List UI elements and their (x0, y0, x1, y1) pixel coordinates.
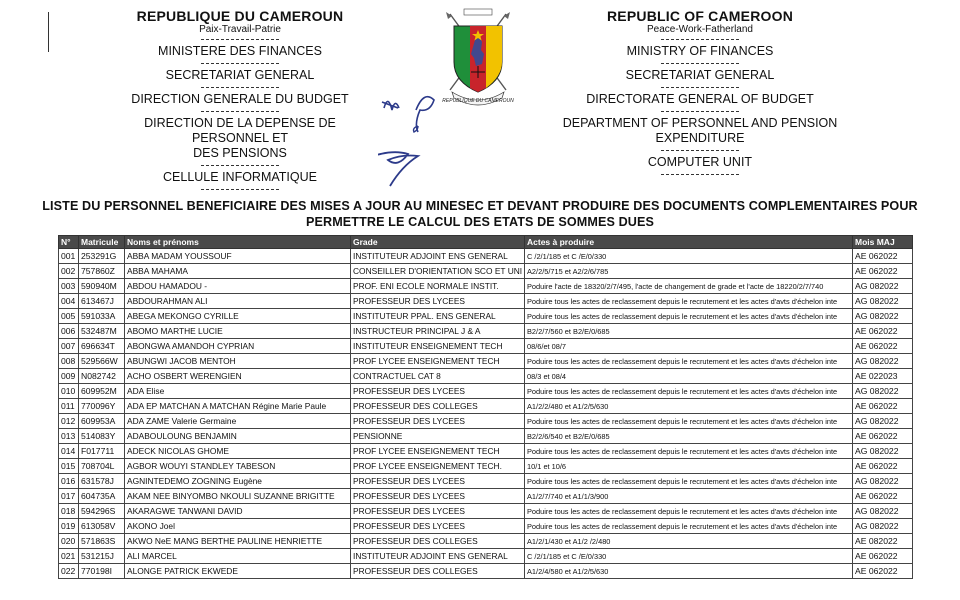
update-month-cell: AE 062022 (853, 249, 913, 264)
update-month-cell: AG 082022 (853, 279, 913, 294)
column-header-name: Noms et prénoms (125, 236, 351, 249)
column-header-number: N° (59, 236, 79, 249)
direction-budget-fr: DIRECTION GENERALE DU BUDGET (131, 92, 349, 106)
title-line-2: PERMETTRE LE CALCUL DES ETATS DE SOMMES DUES (306, 215, 654, 229)
grade-cell: PROF LYCEE ENSEIGNEMENT TECH (351, 354, 525, 369)
acts-to-produce-cell: Poduire tous les actes de reclassement depuis le recrutement et les actes d'avts d'échelon inte (525, 414, 853, 429)
table-row (59, 489, 913, 504)
grade-cell: PROFESSEUR DES LYCEES (351, 504, 525, 519)
grade-cell: PROFESSEUR DES LYCEES (351, 519, 525, 534)
row-number-cell: 004 (59, 294, 79, 309)
acts-to-produce-cell: Poduire tous les actes de reclassement depuis le recrutement et les actes d'avts d'échelon inte (525, 384, 853, 399)
update-month-cell: AG 082022 (853, 444, 913, 459)
beneficiary-table (58, 235, 913, 579)
matricule-cell: 531215J (79, 549, 125, 564)
table-row (59, 549, 913, 564)
table-header-row (59, 236, 913, 249)
column-header-matricule: Matricule (79, 236, 125, 249)
acts-to-produce-cell: Poduire tous les actes de reclassement depuis le recrutement et les actes d'avts d'échelon inte (525, 354, 853, 369)
update-month-cell: AE 062022 (853, 264, 913, 279)
column-header-month: Mois MAJ (853, 236, 913, 249)
grade-cell: PROFESSEUR DES LYCEES (351, 384, 525, 399)
full-name-cell: ABUNGWI JACOB MENTOH (125, 354, 351, 369)
row-number-cell: 014 (59, 444, 79, 459)
row-number-cell: 002 (59, 264, 79, 279)
divider (661, 63, 739, 64)
header-right (550, 8, 850, 179)
title-line-1: LISTE DU PERSONNEL BENEFICIAIRE DES MISES A JOUR AU MINESEC ET DEVANT PRODUIRE DES DOCUMENTS COMPLEMENTAIRES POUR (42, 199, 918, 213)
matricule-cell: 613467J (79, 294, 125, 309)
acts-to-produce-cell: A1/2/1/430 et A1/2 /2/480 (525, 534, 853, 549)
table-row (59, 354, 913, 369)
acts-to-produce-cell: Poduire tous les actes de reclassement depuis le recrutement et les actes d'avts d'échelon inte (525, 519, 853, 534)
update-month-cell: AG 082022 (853, 414, 913, 429)
table-row (59, 459, 913, 474)
divider (201, 165, 279, 166)
full-name-cell: AKARAGWE TANWANI DAVID (125, 504, 351, 519)
motto-fr: Paix-Travail-Patrie (199, 24, 281, 35)
grade-cell: INSTITUTEUR ADJOINT ENS GENERAL (351, 549, 525, 564)
matricule-cell: 594296S (79, 504, 125, 519)
table-row (59, 249, 913, 264)
table-row (59, 369, 913, 384)
table-row (59, 534, 913, 549)
update-month-cell: AG 082022 (853, 504, 913, 519)
table-row (59, 324, 913, 339)
matricule-cell: 696634T (79, 339, 125, 354)
matricule-cell: 253291G (79, 249, 125, 264)
grade-cell: PROFESSEUR DES LYCEES (351, 414, 525, 429)
column-header-acts: Actes à produire (525, 236, 853, 249)
divider (201, 39, 279, 40)
full-name-cell: ABDOU HAMADOU - (125, 279, 351, 294)
matricule-cell: 613058V (79, 519, 125, 534)
divider (661, 150, 739, 151)
table-row (59, 414, 913, 429)
ministry-fr: MINISTERE DES FINANCES (158, 44, 322, 58)
motto-en: Peace-Work-Fatherland (647, 24, 753, 35)
divider (201, 87, 279, 88)
update-month-cell: AE 062022 (853, 564, 913, 579)
table-row (59, 474, 913, 489)
full-name-cell: ADABOULOUNG BENJAMIN (125, 429, 351, 444)
acts-to-produce-cell: Poduire tous les actes de reclassement depuis le recrutement et les actes d'avts d'échelon inte (525, 474, 853, 489)
grade-cell: PROF. ENI ECOLE NORMALE INSTIT. (351, 279, 525, 294)
row-number-cell: 005 (59, 309, 79, 324)
divider (661, 39, 739, 40)
update-month-cell: AG 082022 (853, 294, 913, 309)
update-month-cell: AE 082022 (853, 534, 913, 549)
table-row (59, 504, 913, 519)
coat-of-arms-emblem (428, 4, 528, 112)
column-header-grade: Grade (351, 236, 525, 249)
department-en: DEPARTMENT OF PERSONNEL AND PENSION (562, 116, 838, 130)
update-month-cell: AE 062022 (853, 429, 913, 444)
grade-cell: INSTRUCTEUR PRINCIPAL J & A (351, 324, 525, 339)
full-name-cell: ABBA MADAM YOUSSOUF (125, 249, 351, 264)
row-number-cell: 009 (59, 369, 79, 384)
full-name-cell: ADECK NICOLAS GHOME (125, 444, 351, 459)
grade-cell: INSTITUTEUR PPAL. ENS GENERAL (351, 309, 525, 324)
row-number-cell: 017 (59, 489, 79, 504)
row-number-cell: 013 (59, 429, 79, 444)
secretariat-en: SECRETARIAT GENERAL (625, 68, 775, 82)
table-row (59, 339, 913, 354)
grade-cell: PROFESSEUR DES LYCEES (351, 474, 525, 489)
secretariat-fr: SECRETARIAT GENERAL (165, 68, 315, 82)
update-month-cell: AE 062022 (853, 324, 913, 339)
full-name-cell: AKWO NeE MANG BERTHE PAULINE HENRIETTE (125, 534, 351, 549)
directorate-budget-en: DIRECTORATE GENERAL OF BUDGET (586, 92, 814, 106)
full-name-cell: ADA EP MATCHAN A MATCHAN Régine Marie Paule (125, 399, 351, 414)
row-number-cell: 021 (59, 549, 79, 564)
row-number-cell: 019 (59, 519, 79, 534)
full-name-cell: ALONGE PATRICK EKWEDE (125, 564, 351, 579)
update-month-cell: AG 082022 (853, 519, 913, 534)
acts-to-produce-cell: C /2/1/185 et C /E/0/330 (525, 249, 853, 264)
matricule-cell: 591033A (79, 309, 125, 324)
divider (201, 63, 279, 64)
matricule-cell: 631578J (79, 474, 125, 489)
matricule-cell: 770096Y (79, 399, 125, 414)
emblem-caption: REPUBLIQUE DU CAMEROUN (442, 98, 514, 104)
acts-to-produce-cell: Poduire tous les actes de reclassement depuis le recrutement et les actes d'avts d'échelon inte (525, 444, 853, 459)
divider (201, 111, 279, 112)
matricule-cell: 609952M (79, 384, 125, 399)
full-name-cell: ADA ZAME Valerie Germaine (125, 414, 351, 429)
grade-cell: PROFESSEUR DES COLLEGES (351, 564, 525, 579)
row-number-cell: 022 (59, 564, 79, 579)
row-number-cell: 011 (59, 399, 79, 414)
full-name-cell: ALI MARCEL (125, 549, 351, 564)
direction-depense-fr: DIRECTION DE LA DEPENSE DE PERSONNEL ET (144, 116, 336, 145)
divider (661, 111, 739, 112)
matricule-cell: F017711 (79, 444, 125, 459)
acts-to-produce-cell: 08/3 et 08/4 (525, 369, 853, 384)
full-name-cell: AKAM NEE BINYOMBO NKOULI SUZANNE BRIGITTE (125, 489, 351, 504)
acts-to-produce-cell: A1/2/7/740 et A1/1/3/900 (525, 489, 853, 504)
full-name-cell: ABEGA MEKONGO CYRILLE (125, 309, 351, 324)
full-name-cell: ABBA MAHAMA (125, 264, 351, 279)
update-month-cell: AE 062022 (853, 399, 913, 414)
table-row (59, 309, 913, 324)
update-month-cell: AG 082022 (853, 474, 913, 489)
computer-unit-en: COMPUTER UNIT (647, 155, 753, 169)
matricule-cell: 514083Y (79, 429, 125, 444)
matricule-cell: 529566W (79, 354, 125, 369)
cellule-fr: CELLULE INFORMATIQUE (163, 170, 317, 184)
margin-mark (48, 12, 49, 52)
matricule-cell: 590940M (79, 279, 125, 294)
acts-to-produce-cell: C /2/1/185 et C /E/0/330 (525, 549, 853, 564)
acts-to-produce-cell: 10/1 et 10/6 (525, 459, 853, 474)
update-month-cell: AG 082022 (853, 384, 913, 399)
row-number-cell: 001 (59, 249, 79, 264)
country-name-en: REPUBLIC OF CAMEROON (607, 8, 793, 24)
table-row (59, 444, 913, 459)
matricule-cell: 604735A (79, 489, 125, 504)
acts-to-produce-cell: Poduire tous les actes de reclassement depuis le recrutement et les actes d'avts d'échelon inte (525, 309, 853, 324)
update-month-cell: AE 062022 (853, 489, 913, 504)
update-month-cell: AE 062022 (853, 459, 913, 474)
matricule-cell: 770198I (79, 564, 125, 579)
row-number-cell: 007 (59, 339, 79, 354)
acts-to-produce-cell: A1/2/4/580 et A1/2/5/630 (525, 564, 853, 579)
row-number-cell: 018 (59, 504, 79, 519)
grade-cell: INSTITUTEUR ADJOINT ENS GENERAL (351, 249, 525, 264)
full-name-cell: ADA Elise (125, 384, 351, 399)
document-title (40, 198, 920, 230)
matricule-cell: 571863S (79, 534, 125, 549)
matricule-cell: 708704L (79, 459, 125, 474)
table-row (59, 519, 913, 534)
grade-cell: PROFESSEUR DES COLLEGES (351, 534, 525, 549)
table-row (59, 429, 913, 444)
table-row (59, 399, 913, 414)
divider (661, 174, 739, 175)
update-month-cell: AE 062022 (853, 339, 913, 354)
matricule-cell: 609953A (79, 414, 125, 429)
full-name-cell: ACHO OSBERT WERENGIEN (125, 369, 351, 384)
update-month-cell: AE 022023 (853, 369, 913, 384)
grade-cell: CONSEILLER D'ORIENTATION SCO ET UNI (351, 264, 525, 279)
country-name-fr: REPUBLIQUE DU CAMEROUN (136, 8, 344, 24)
table-row (59, 279, 913, 294)
direction-depense-fr-2: DES PENSIONS (193, 146, 287, 160)
acts-to-produce-cell: B2/2/6/540 et B2/E/0/685 (525, 429, 853, 444)
table-row (59, 564, 913, 579)
row-number-cell: 016 (59, 474, 79, 489)
grade-cell: PROFESSEUR DES LYCEES (351, 489, 525, 504)
row-number-cell: 020 (59, 534, 79, 549)
update-month-cell: AG 082022 (853, 309, 913, 324)
table-row (59, 294, 913, 309)
full-name-cell: AKONO Joel (125, 519, 351, 534)
row-number-cell: 006 (59, 324, 79, 339)
full-name-cell: AGNINTEDEMO ZOGNING Eugène (125, 474, 351, 489)
grade-cell: INSTITUTEUR ENSEIGNEMENT TECH (351, 339, 525, 354)
table-row (59, 264, 913, 279)
matricule-cell: 532487M (79, 324, 125, 339)
row-number-cell: 015 (59, 459, 79, 474)
matricule-cell: N082742 (79, 369, 125, 384)
update-month-cell: AE 062022 (853, 549, 913, 564)
grade-cell: PROF LYCEE ENSEIGNEMENT TECH. (351, 459, 525, 474)
ministry-en: MINISTRY OF FINANCES (626, 44, 774, 58)
divider (201, 189, 279, 190)
update-month-cell: AG 082022 (853, 354, 913, 369)
full-name-cell: ABOMO MARTHE LUCIE (125, 324, 351, 339)
grade-cell: CONTRACTUEL CAT 8 (351, 369, 525, 384)
grade-cell: PROFESSEUR DES COLLEGES (351, 399, 525, 414)
acts-to-produce-cell: Poduire tous les actes de reclassement depuis le recrutement et les actes d'avts d'échelon inte (525, 294, 853, 309)
grade-cell: PROF LYCEE ENSEIGNEMENT TECH (351, 444, 525, 459)
full-name-cell: ABONGWA AMANDOH CYPRIAN (125, 339, 351, 354)
full-name-cell: ABDOURAHMAN ALI (125, 294, 351, 309)
grade-cell: PENSIONNE (351, 429, 525, 444)
grade-cell: PROFESSEUR DES LYCEES (351, 294, 525, 309)
acts-to-produce-cell: A1/2/2/480 et A1/2/5/630 (525, 399, 853, 414)
header-left (110, 8, 370, 194)
acts-to-produce-cell: B2/2/7/560 et B2/E/0/685 (525, 324, 853, 339)
matricule-cell: 757860Z (79, 264, 125, 279)
row-number-cell: 003 (59, 279, 79, 294)
acts-to-produce-cell: Poduire tous les actes de reclassement depuis le recrutement et les actes d'avts d'échelon inte (525, 504, 853, 519)
row-number-cell: 010 (59, 384, 79, 399)
divider (661, 87, 739, 88)
row-number-cell: 012 (59, 414, 79, 429)
row-number-cell: 008 (59, 354, 79, 369)
acts-to-produce-cell: Poduire l'acte de 18320/2/7/495, l'acte de changement de grade et l'acte de 18220/2/7/740 (525, 279, 853, 294)
acts-to-produce-cell: A2/2/5/715 et A2/2/6/785 (525, 264, 853, 279)
acts-to-produce-cell: 08/6/et 08/7 (525, 339, 853, 354)
department-en-2: EXPENDITURE (655, 131, 745, 145)
full-name-cell: AGBOR WOUYI STANDLEY TABESON (125, 459, 351, 474)
table-row (59, 384, 913, 399)
